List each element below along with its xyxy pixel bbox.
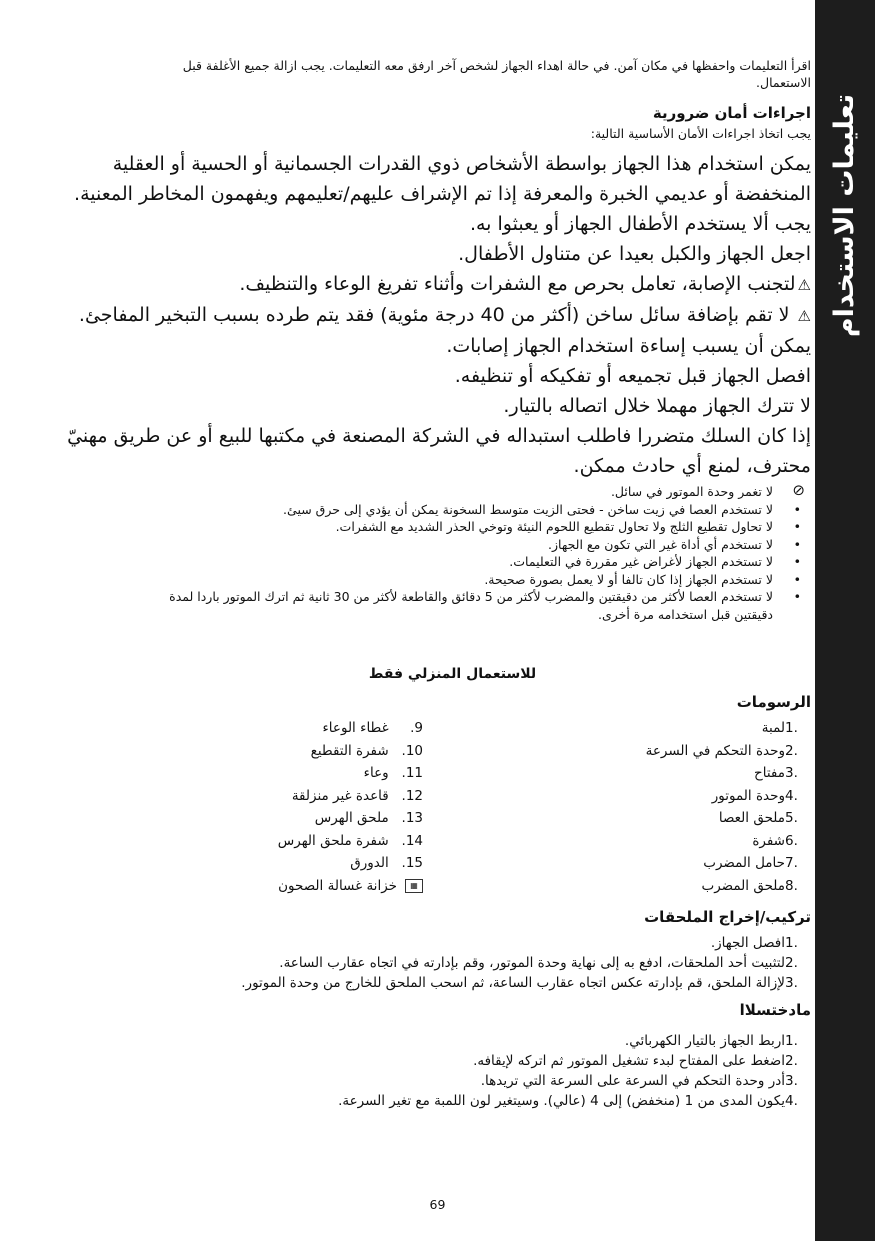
warning-text-1: لتجنب الإصابة، تعامل بحرص مع الشفرات وأثناء تفريغ الوعاء والتنظيف. <box>239 273 796 295</box>
safety-line: لا تترك الجهاز مهملا خلال اتصاله بالتيار. <box>503 395 811 417</box>
list-item: 2.لتثبيت أحد الملحقات، ادفع به إلى نهاية وحدة الموتور، وقم بإدارته في اتجاه عقارب الساعة. <box>279 955 798 971</box>
usage-list <box>71 1031 811 1111</box>
drawings-heading: الرسومات <box>736 693 811 711</box>
list-item: 2.اضغط على المفتاح لبدء تشغيل الموتور ثم اتركه لإيقافه. <box>473 1053 798 1069</box>
list-item: 3.لإزالة الملحق، قم بإدارته عكس اتجاه عقارب الساعة، ثم اسحب الملحق للخارج من وحدة الموتور. <box>241 975 798 991</box>
list-item: 1.اربط الجهاز بالتيار الكهربائي. <box>624 1033 798 1049</box>
drawings-list-left <box>183 717 423 897</box>
list-item: 11. وعاء <box>363 765 423 781</box>
list-item: 9. غطاء الوعاء <box>322 720 423 736</box>
fitting-heading: تركيب/إخراج الملحقات <box>644 908 811 926</box>
warning-icon: ⚠ <box>797 276 811 294</box>
sidebar-title: تعليمات الاستخدام <box>829 93 861 337</box>
sidebar-title-wrap <box>815 50 875 380</box>
fitting-list <box>71 933 811 993</box>
list-item: • لا تستخدم العصا في زيت ساخن - فحتى الزيت متوسط السخونة يمكن أن يؤدي إلى حرق سيئ. <box>283 501 801 517</box>
safety-line: محترف، لمنع أي حادث ممكن. <box>573 455 811 477</box>
safety-line: افصل الجهاز قبل تجميعه أو تفكيكه أو تنظيفه. <box>454 365 811 387</box>
list-item: 1.افصل الجهاز. <box>710 935 798 951</box>
list-item: 8.ملحق المضرب <box>701 877 798 894</box>
list-item: 2.وحدة التحكم في السرعة <box>645 742 798 759</box>
dishwasher-icon: ▦ <box>405 879 423 893</box>
list-item: 13. ملحق الهرس <box>314 810 423 826</box>
list-item: • لا تستخدم الجهاز لأغراض غير مقررة في التعليمات. <box>509 554 801 569</box>
list-item: 15. الدورق <box>350 855 423 871</box>
bullet-icon: • <box>793 589 801 604</box>
warning-line-1 <box>51 269 811 300</box>
safety-line: يجب ألا يستخدم الأطفال الجهاز أو يعبثوا به. <box>469 213 811 235</box>
usage-heading: مادختسلاا <box>739 1001 811 1019</box>
bullet-icon: • <box>793 501 801 517</box>
intro <box>71 57 811 91</box>
list-item: 3.مفتاح <box>754 765 798 781</box>
safety-line: المنخفضة أو عديمي الخبرة والمعرفة إذا تم الإشراف عليهم/تعليمهم ويفهمون المخاطر المعنية. <box>74 183 811 205</box>
sidebar-band <box>815 0 875 1241</box>
page-number: 69 <box>429 1197 446 1212</box>
safety-line: اجعل الجهاز والكبل بعيدا عن متناول الأطفال. <box>458 243 811 265</box>
list-item: 4.وحدة الموتور <box>711 787 798 804</box>
intro-line-2: الاستعمال. <box>756 75 811 90</box>
list-item: 3.أدر وحدة التحكم في السرعة على السرعة التي تريدها. <box>480 1073 798 1089</box>
safety-section <box>591 101 811 142</box>
household-note: للاستعمال المنزلي فقط <box>368 666 537 682</box>
list-item: • لا تحاول تقطيع الثلج ولا تحاول تقطيع اللحوم النيئة وتوخي الحذر الشديد مع الشفرات. <box>335 519 801 534</box>
list-item: 14. شفرة ملحق الهرس <box>277 832 423 849</box>
list-item: ⊘ لا تغمر وحدة الموتور في سائل. <box>610 481 805 499</box>
bullet-icon: • <box>793 571 801 587</box>
list-item: • لا تستخدم أي أداة غير التي تكون مع الجهاز. <box>548 536 801 552</box>
prohibited-icon: ⊘ <box>792 481 805 499</box>
list-item: 4.يكون المدى من 1 (منخفض) إلى 4 (عالي). وسيتغير لون اللمبة مع تغير السرعة. <box>338 1093 798 1109</box>
warning-line-2 <box>51 300 811 331</box>
hot-surface-warning-icon: ⚠ <box>797 307 811 325</box>
list-item: • لا تستخدم الجهاز إذا كان تالفا أو لا يعمل بصورة صحيحة. <box>484 571 801 587</box>
list-item: ▦خزانة غسالة الصحون <box>183 875 423 898</box>
list-item-continuation: دقيقتين قبل استخدامه مرة أخرى. <box>597 606 773 622</box>
list-item: 12. قاعدة غير منزلقة <box>291 787 423 804</box>
safety-subheading: يجب اتخاذ اجراءات الأمان الأساسية التالية: <box>590 126 811 141</box>
list-item: • لا تستخدم العصا لأكثر من دقيقتين والمضرب لأكثر من 5 دقائق والقاطعة لأكثر من 30 ثانية ثم اترك الموتور باردا لمدة <box>169 589 801 604</box>
drawings-list-right <box>551 717 811 897</box>
list-item: 1.لمبة <box>761 720 798 736</box>
safety-heading: اجراءات أمان ضرورية <box>652 104 811 122</box>
safety-lines <box>51 149 811 481</box>
bullet-icon: • <box>793 519 801 534</box>
bullet-icon: • <box>793 554 801 569</box>
safety-line: يمكن أن يسبب إساءة استخدام الجهاز إصابات. <box>446 335 811 357</box>
bullet-icon: • <box>793 536 801 552</box>
list-item: 6.شفرة <box>752 832 798 849</box>
intro-line-1: اقرأ التعليمات واحفظها في مكان آمن. في حالة اهداء الجهاز لشخص آخر ارفق معه التعليمات. يجب ازالة جميع الأغلفة قبل <box>182 58 811 73</box>
list-item: 5.ملحق العصا <box>718 810 798 826</box>
safety-line: إذا كان السلك متضررا فاطلب استبداله في الشركة المصنعة في مكتبها للبيع أو عن طريق مهنيّ <box>67 425 811 447</box>
list-item: 10. شفرة التقطيع <box>310 742 423 759</box>
list-item: 7.حامل المضرب <box>703 855 798 871</box>
warning-text-2: لا تقم بإضافة سائل ساخن (أكثر من 40 درجة مئوية) فقد يتم طرده بسبب التبخير المفاجئ. <box>78 304 790 326</box>
bullet-list <box>71 483 811 623</box>
safety-line: يمكن استخدام هذا الجهاز بواسطة الأشخاص ذوي القدرات الجسمانية أو الحسية أو العقلية <box>112 153 811 175</box>
household-note-wrap <box>0 663 875 682</box>
